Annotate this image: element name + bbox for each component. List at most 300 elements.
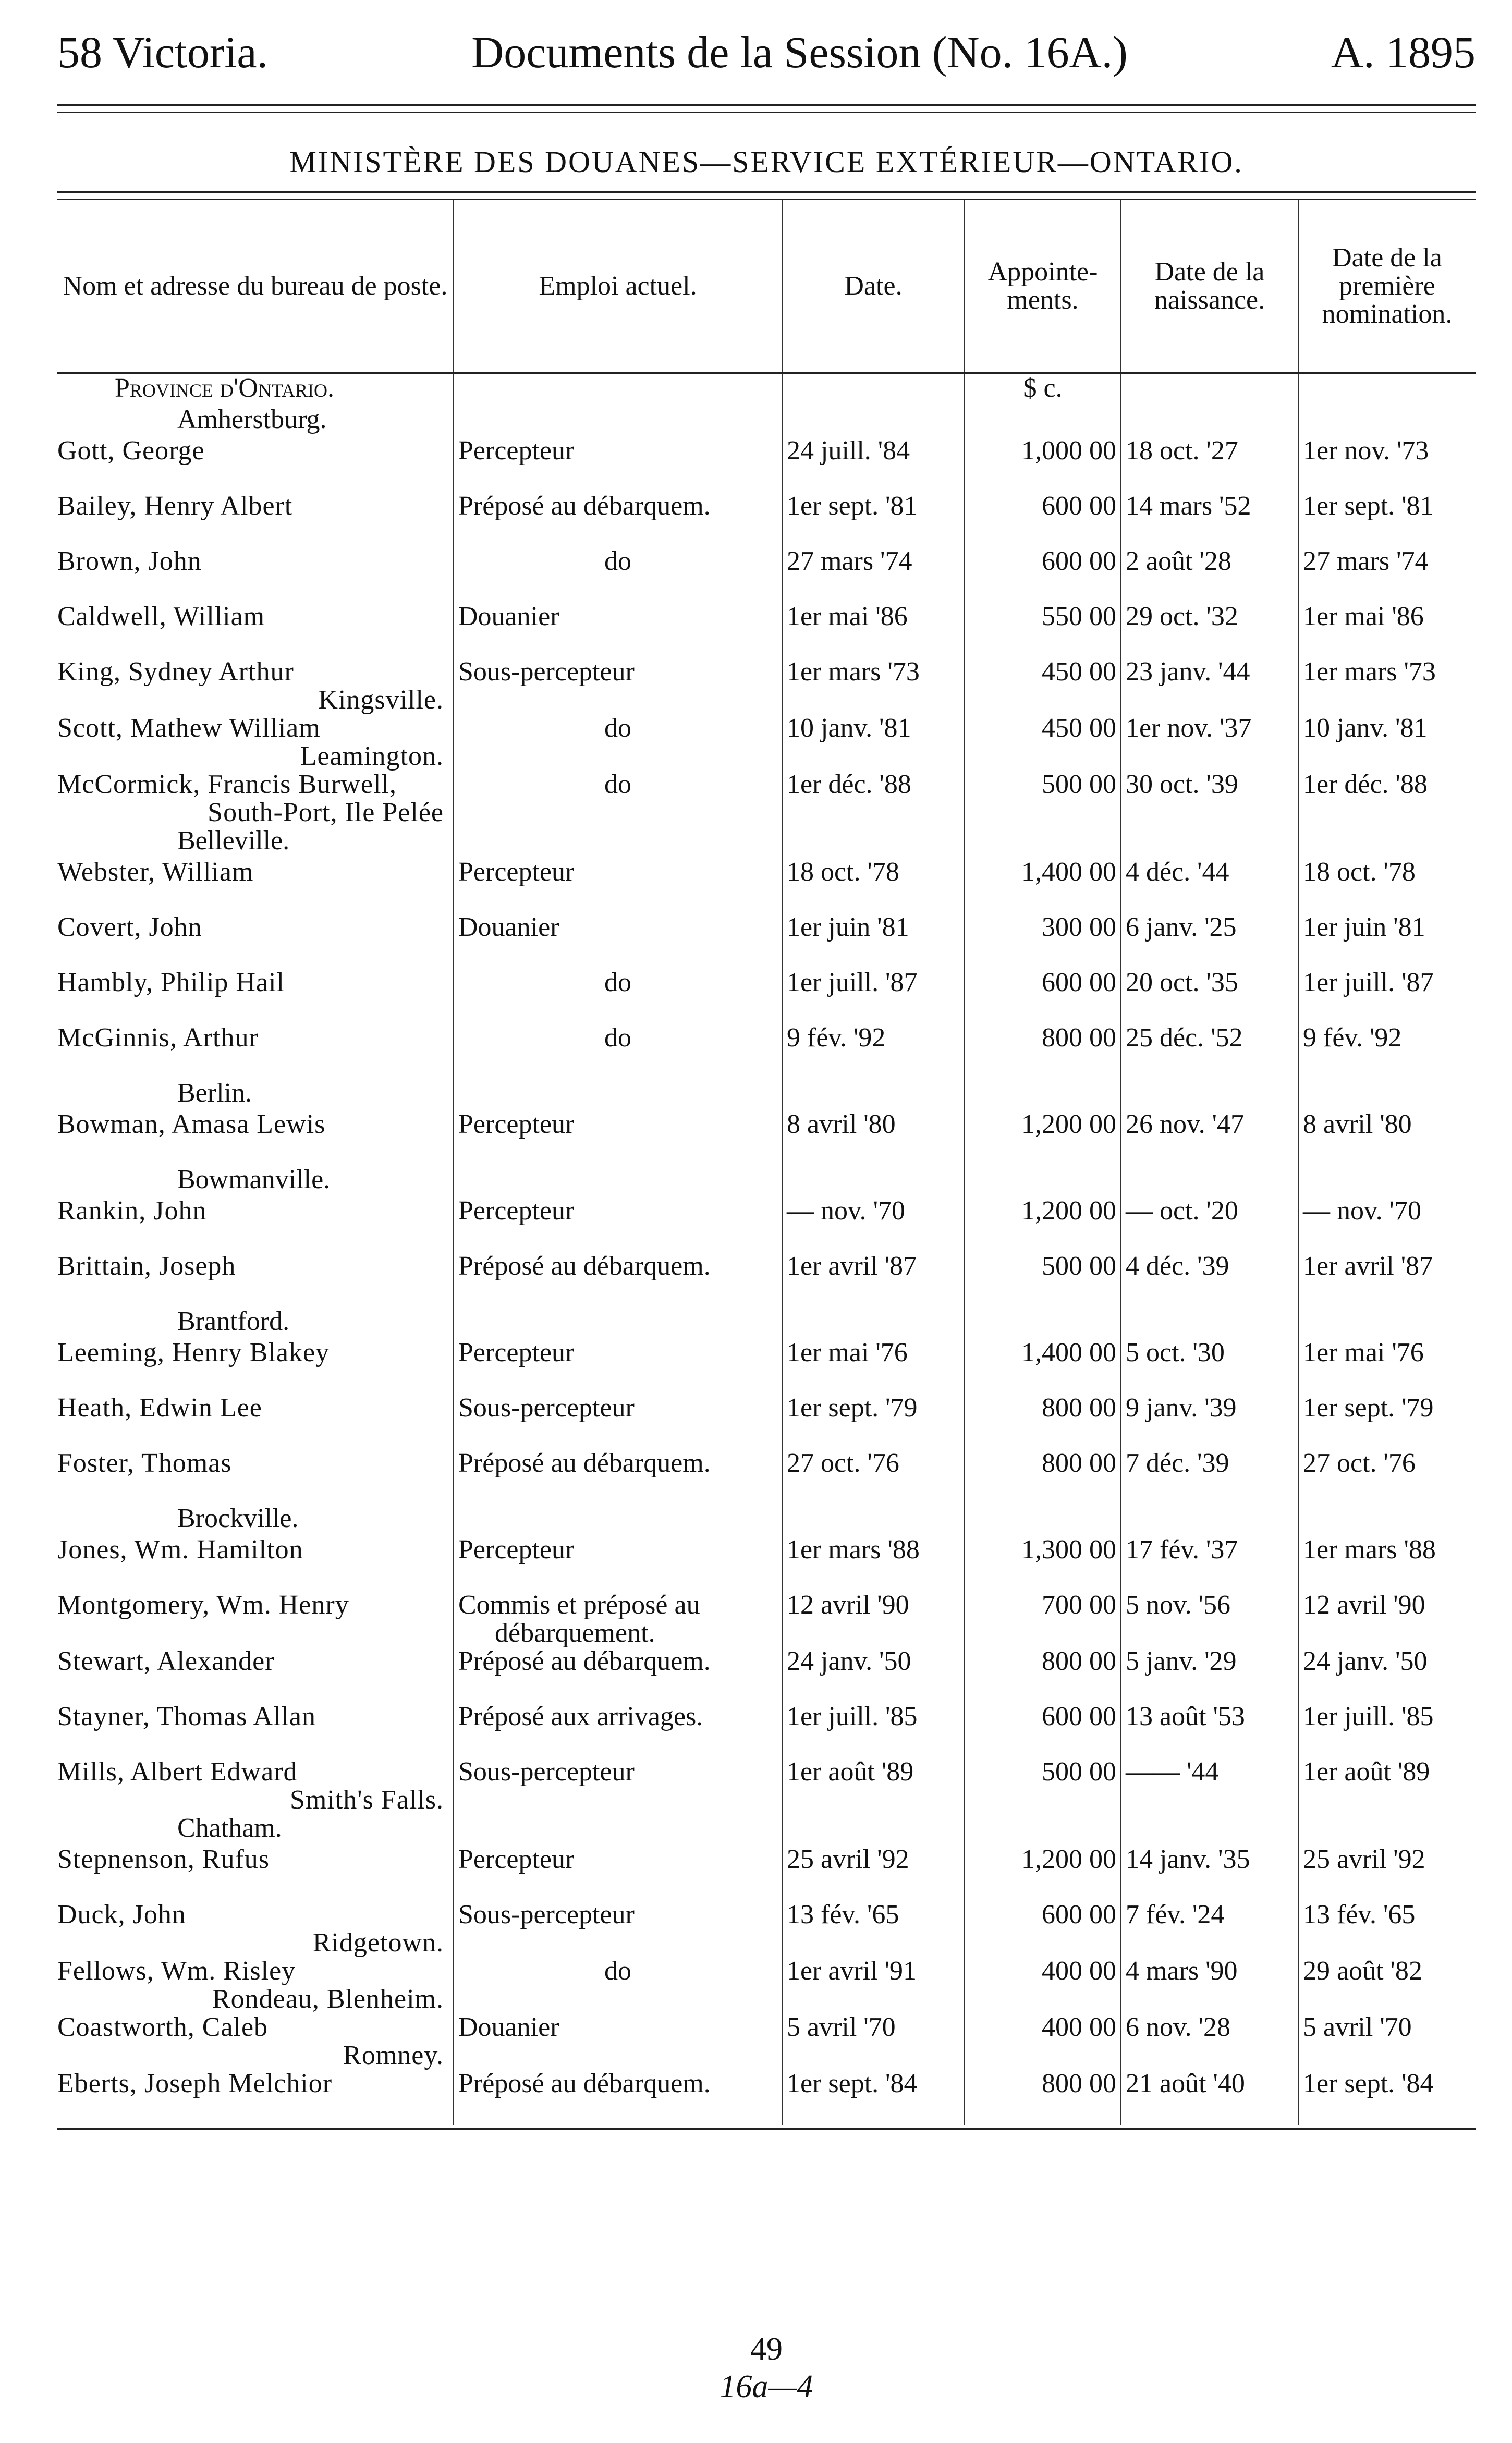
birth-date: 1er nov. '37 bbox=[1121, 714, 1298, 771]
appointment-date: 1er avril '91 bbox=[782, 1957, 965, 2013]
salary: 400 00 bbox=[965, 2013, 1121, 2070]
first-appointment-date: 1er nov. '73 bbox=[1298, 437, 1476, 492]
employment-text: Percepteur bbox=[458, 1339, 575, 1367]
empty-cell bbox=[1298, 1814, 1476, 1846]
employment-text: Préposé aux arrivages. bbox=[458, 1703, 703, 1731]
birth-date: 18 oct. '27 bbox=[1121, 437, 1298, 492]
table-header-row bbox=[57, 200, 1476, 373]
appointment-date: 1er sept. '79 bbox=[782, 1394, 965, 1449]
salary: 800 00 bbox=[965, 1394, 1121, 1449]
col-salary-header: Appointements. bbox=[965, 200, 1121, 373]
employee-name-text: Covert, John bbox=[57, 913, 202, 942]
appointment-date: 5 avril '70 bbox=[782, 2013, 965, 2070]
empty-cell bbox=[782, 1505, 965, 1536]
empty-cell bbox=[965, 1166, 1121, 1197]
post-office-location: South-Port, Ile Pelée bbox=[208, 798, 444, 827]
employee-name bbox=[57, 1647, 454, 1703]
salary: 600 00 bbox=[965, 547, 1121, 603]
salary: 1,000 00 bbox=[965, 437, 1121, 492]
province-label: Province d'Ontario. bbox=[115, 373, 334, 403]
birth-date: 4 mars '90 bbox=[1121, 1957, 1298, 2013]
salary: 800 00 bbox=[965, 1449, 1121, 1505]
header-session: 58 Victoria. bbox=[57, 27, 269, 77]
birth-date: 17 fév. '37 bbox=[1121, 1536, 1298, 1591]
employee-name-text: McCormick, Francis Burwell, bbox=[57, 771, 397, 799]
employment-text: Préposé au débarquem. bbox=[458, 1647, 711, 1676]
empty-cell bbox=[965, 1814, 1121, 1846]
current-employment bbox=[454, 492, 782, 547]
table-row bbox=[57, 1394, 1476, 1449]
empty-cell bbox=[1298, 406, 1476, 437]
employee-name bbox=[57, 547, 454, 603]
employee-name-text: Caldwell, William bbox=[57, 603, 265, 631]
first-appointment-date: 1er juill. '87 bbox=[1298, 969, 1476, 1024]
empty-cell bbox=[1298, 1166, 1476, 1197]
employment-text: Commis et préposé au bbox=[458, 1591, 700, 1620]
employee-name bbox=[57, 1449, 454, 1505]
birth-date: 21 août '40 bbox=[1121, 2070, 1298, 2125]
appointment-date: 25 avril '92 bbox=[782, 1846, 965, 1901]
appointment-date: 13 fév. '65 bbox=[782, 1901, 965, 1957]
appointment-date: 1er juill. '85 bbox=[782, 1703, 965, 1758]
employee-name bbox=[57, 969, 454, 1024]
salary: 300 00 bbox=[965, 913, 1121, 969]
table-row bbox=[57, 658, 1476, 714]
employment-text: Préposé au débarquem. bbox=[458, 1252, 711, 1281]
appointment-date: 1er mars '88 bbox=[782, 1536, 965, 1591]
employee-name bbox=[57, 1197, 454, 1252]
employment-text: Douanier bbox=[458, 2013, 559, 2042]
salary: 1,200 00 bbox=[965, 1197, 1121, 1252]
first-appointment-date: 12 avril '90 bbox=[1298, 1591, 1476, 1647]
employment-text: Sous-percepteur bbox=[458, 1394, 635, 1423]
empty-cell bbox=[1121, 1505, 1298, 1536]
currency-unit: $ c. bbox=[965, 373, 1121, 437]
employment-text: Percepteur bbox=[458, 1197, 575, 1226]
table-row bbox=[57, 1252, 1476, 1308]
city-heading: Belleville. bbox=[177, 827, 290, 856]
current-employment bbox=[454, 913, 782, 969]
appointment-date: 12 avril '90 bbox=[782, 1591, 965, 1647]
employee-name-text: Stepnenson, Rufus bbox=[57, 1846, 270, 1874]
employee-name-text: Mills, Albert Edward bbox=[57, 1758, 298, 1787]
employee-name-text: Bowman, Amasa Lewis bbox=[57, 1110, 326, 1139]
employee-name bbox=[57, 771, 454, 827]
birth-date: 6 nov. '28 bbox=[1121, 2013, 1298, 2070]
empty-cell bbox=[454, 1814, 782, 1846]
employee-name bbox=[57, 437, 454, 492]
empty-cell bbox=[454, 1505, 782, 1536]
employee-name bbox=[57, 1957, 454, 2013]
current-employment bbox=[454, 658, 782, 714]
first-appointment-date: 24 janv. '50 bbox=[1298, 1647, 1476, 1703]
employee-name bbox=[57, 1339, 454, 1394]
salary: 1,400 00 bbox=[965, 858, 1121, 913]
birth-date: 2 août '28 bbox=[1121, 547, 1298, 603]
employment-text: Percepteur bbox=[458, 1110, 575, 1139]
employment-text: Préposé au débarquem. bbox=[458, 2070, 711, 2098]
first-appointment-date: 1er août '89 bbox=[1298, 1758, 1476, 1814]
salary: 1,200 00 bbox=[965, 1110, 1121, 1166]
employment-text: do bbox=[604, 714, 631, 743]
employee-name bbox=[57, 714, 454, 771]
employment-text: Préposé au débarquem. bbox=[458, 492, 711, 521]
bottom-rule bbox=[57, 2128, 1476, 2130]
appointment-date: 9 fév. '92 bbox=[782, 1024, 965, 1079]
table-row bbox=[57, 1758, 1476, 1814]
col-date-header: Date. bbox=[782, 200, 965, 373]
employment-text: Percepteur bbox=[458, 437, 575, 466]
birth-date: 7 fév. '24 bbox=[1121, 1901, 1298, 1957]
city-heading: Brantford. bbox=[177, 1308, 290, 1336]
employee-name-text: Eberts, Joseph Melchior bbox=[57, 2070, 333, 2098]
first-appointment-date: 25 avril '92 bbox=[1298, 1846, 1476, 1901]
first-appointment-date: 10 janv. '81 bbox=[1298, 714, 1476, 771]
appointment-date: 1er sept. '81 bbox=[782, 492, 965, 547]
table-row bbox=[57, 1197, 1476, 1252]
empty-cell bbox=[965, 1308, 1121, 1339]
birth-date: 5 oct. '30 bbox=[1121, 1339, 1298, 1394]
birth-date: 30 oct. '39 bbox=[1121, 771, 1298, 827]
first-appointment-date: 1er sept. '81 bbox=[1298, 492, 1476, 547]
employee-name-text: Montgomery, Wm. Henry bbox=[57, 1591, 349, 1620]
salary: 1,300 00 bbox=[965, 1536, 1121, 1591]
first-appointment-date: 27 oct. '76 bbox=[1298, 1449, 1476, 1505]
employee-name bbox=[57, 1703, 454, 1758]
appointment-date: 24 juill. '84 bbox=[782, 437, 965, 492]
birth-date: 23 janv. '44 bbox=[1121, 658, 1298, 714]
city-heading: Berlin. bbox=[177, 1079, 252, 1108]
salary: 800 00 bbox=[965, 2070, 1121, 2125]
appointment-date: 8 avril '80 bbox=[782, 1110, 965, 1166]
city-heading: Brockville. bbox=[177, 1505, 299, 1533]
appointment-date: 1er mars '73 bbox=[782, 658, 965, 714]
appointment-date: 1er juill. '87 bbox=[782, 969, 965, 1024]
city-heading-row bbox=[57, 406, 1476, 437]
table-row bbox=[57, 2013, 1476, 2070]
city-heading-row bbox=[57, 1079, 1476, 1110]
employee-name-text: Duck, John bbox=[57, 1901, 186, 1929]
current-employment bbox=[454, 1449, 782, 1505]
empty-cell bbox=[782, 1166, 965, 1197]
appointment-date: 1er avril '87 bbox=[782, 1252, 965, 1308]
empty-cell bbox=[782, 1814, 965, 1846]
first-appointment-date: 9 fév. '92 bbox=[1298, 1024, 1476, 1079]
page-footer bbox=[57, 2330, 1476, 2405]
city-heading-row bbox=[57, 827, 1476, 858]
employment-text: do bbox=[604, 1024, 631, 1053]
employee-name-text: Brown, John bbox=[57, 547, 202, 576]
city-heading-row bbox=[57, 1166, 1476, 1197]
col-first-appointment-header: Date de la première nomination. bbox=[1298, 200, 1476, 373]
table-row bbox=[57, 437, 1476, 492]
employee-name-text: Coastworth, Caleb bbox=[57, 2013, 269, 2042]
employment-text: Douanier bbox=[458, 913, 559, 942]
salary: 500 00 bbox=[965, 771, 1121, 827]
table-row bbox=[57, 1024, 1476, 1079]
employee-name bbox=[57, 2013, 454, 2070]
table-row bbox=[57, 913, 1476, 969]
employee-name bbox=[57, 658, 454, 714]
appointment-date: 1er sept. '84 bbox=[782, 2070, 965, 2125]
appointment-date: 18 oct. '78 bbox=[782, 858, 965, 913]
birth-date: 4 déc. '44 bbox=[1121, 858, 1298, 913]
salary: 550 00 bbox=[965, 603, 1121, 658]
employee-name bbox=[57, 913, 454, 969]
first-appointment-date: 1er déc. '88 bbox=[1298, 771, 1476, 827]
table-row bbox=[57, 714, 1476, 771]
empty-cell bbox=[454, 406, 782, 437]
post-office-location: Kingsville. bbox=[318, 685, 444, 714]
first-appointment-date: 1er mars '88 bbox=[1298, 1536, 1476, 1591]
current-employment bbox=[454, 969, 782, 1024]
employment-text: do bbox=[604, 1957, 631, 1986]
employee-name bbox=[57, 1024, 454, 1079]
table-row bbox=[57, 1647, 1476, 1703]
empty-cell bbox=[965, 1505, 1121, 1536]
employee-name-text: Heath, Edwin Lee bbox=[57, 1394, 262, 1423]
first-appointment-date: 1er mai '86 bbox=[1298, 603, 1476, 658]
table-row bbox=[57, 969, 1476, 1024]
employment-text: do bbox=[604, 771, 631, 799]
employee-name bbox=[57, 1591, 454, 1647]
table-row bbox=[57, 2070, 1476, 2125]
employee-name-text: Rankin, John bbox=[57, 1197, 207, 1226]
birth-date: 5 janv. '29 bbox=[1121, 1647, 1298, 1703]
salary: 800 00 bbox=[965, 1024, 1121, 1079]
empty-cell bbox=[782, 827, 965, 858]
city-heading-row bbox=[57, 1814, 1476, 1846]
birth-date: 6 janv. '25 bbox=[1121, 913, 1298, 969]
birth-date: 14 janv. '35 bbox=[1121, 1846, 1298, 1901]
employment-text: Préposé au débarquem. bbox=[458, 1449, 711, 1478]
first-appointment-date: 5 avril '70 bbox=[1298, 2013, 1476, 2070]
post-office-location: Ridgetown. bbox=[312, 1928, 444, 1957]
salary: 1,400 00 bbox=[965, 1339, 1121, 1394]
employee-name-text: Fellows, Wm. Risley bbox=[57, 1957, 296, 1986]
post-office-location: Rondeau, Blenheim. bbox=[212, 1984, 444, 2013]
employee-name bbox=[57, 2070, 454, 2125]
city-heading-row bbox=[57, 1308, 1476, 1339]
salary: 800 00 bbox=[965, 1647, 1121, 1703]
employee-name bbox=[57, 1536, 454, 1591]
salary: 450 00 bbox=[965, 658, 1121, 714]
current-employment bbox=[454, 2070, 782, 2125]
employment-text: Sous-percepteur bbox=[458, 1901, 635, 1929]
salary: 400 00 bbox=[965, 1957, 1121, 2013]
employee-name bbox=[57, 603, 454, 658]
salary: 600 00 bbox=[965, 1901, 1121, 1957]
salary: 600 00 bbox=[965, 1703, 1121, 1758]
employee-name bbox=[57, 492, 454, 547]
employee-name bbox=[57, 858, 454, 913]
current-employment bbox=[454, 1591, 782, 1647]
employee-name-text: Jones, Wm. Hamilton bbox=[57, 1536, 303, 1565]
employee-name-text: Stewart, Alexander bbox=[57, 1647, 275, 1676]
current-employment bbox=[454, 1536, 782, 1591]
table-row bbox=[57, 1110, 1476, 1166]
table-row bbox=[57, 1703, 1476, 1758]
empty-cell bbox=[782, 1079, 965, 1110]
empty-cell bbox=[454, 1308, 782, 1339]
empty-cell bbox=[1121, 1814, 1298, 1846]
current-employment bbox=[454, 603, 782, 658]
empty-cell bbox=[965, 1079, 1121, 1110]
first-appointment-date: 18 oct. '78 bbox=[1298, 858, 1476, 913]
empty-cell bbox=[1121, 1166, 1298, 1197]
employee-name-text: Hambly, Philip Hail bbox=[57, 969, 285, 997]
employment-text: Percepteur bbox=[458, 858, 575, 887]
birth-date: 5 nov. '56 bbox=[1121, 1591, 1298, 1647]
employment-text: do bbox=[604, 547, 631, 576]
table-row bbox=[57, 1339, 1476, 1394]
employment-text: Percepteur bbox=[458, 1536, 575, 1565]
first-appointment-date: 13 fév. '65 bbox=[1298, 1901, 1476, 1957]
empty-cell bbox=[1121, 406, 1298, 437]
document-reference: 16a—4 bbox=[720, 2369, 813, 2404]
current-employment bbox=[454, 1024, 782, 1079]
table-body bbox=[57, 373, 1476, 2125]
first-appointment-date: 27 mars '74 bbox=[1298, 547, 1476, 603]
empty-cell bbox=[454, 1166, 782, 1197]
first-appointment-date: 1er avril '87 bbox=[1298, 1252, 1476, 1308]
employee-name-text: Brittain, Joseph bbox=[57, 1252, 236, 1281]
birth-date: 14 mars '52 bbox=[1121, 492, 1298, 547]
table-row bbox=[57, 1449, 1476, 1505]
employee-name-text: Foster, Thomas bbox=[57, 1449, 232, 1478]
birth-date: 25 déc. '52 bbox=[1121, 1024, 1298, 1079]
table-row bbox=[57, 1957, 1476, 2013]
birth-date: 26 nov. '47 bbox=[1121, 1110, 1298, 1166]
birth-date: 7 déc. '39 bbox=[1121, 1449, 1298, 1505]
current-employment bbox=[454, 1758, 782, 1814]
first-appointment-date: 1er mars '73 bbox=[1298, 658, 1476, 714]
employee-name-text: King, Sydney Arthur bbox=[57, 658, 294, 687]
first-appointment-date: 1er juin '81 bbox=[1298, 913, 1476, 969]
first-appointment-date: 1er juill. '85 bbox=[1298, 1703, 1476, 1758]
employee-name bbox=[57, 1252, 454, 1308]
empty-cell bbox=[782, 406, 965, 437]
city-heading: Bowmanville. bbox=[177, 1166, 331, 1194]
appointment-date: — nov. '70 bbox=[782, 1197, 965, 1252]
header-year: A. 1895 bbox=[1331, 27, 1476, 77]
employment-text-continued: débarquement. bbox=[495, 1618, 655, 1647]
salary: 500 00 bbox=[965, 1252, 1121, 1308]
document-page bbox=[57, 26, 1476, 2130]
post-office-location: Smith's Falls. bbox=[290, 1785, 444, 1814]
col-name-header: Nom et adresse du bureau de poste. bbox=[63, 271, 448, 301]
birth-date: —— '44 bbox=[1121, 1758, 1298, 1814]
table-row bbox=[57, 771, 1476, 827]
table-row bbox=[57, 492, 1476, 547]
table-row bbox=[57, 1591, 1476, 1647]
birth-date: 9 janv. '39 bbox=[1121, 1394, 1298, 1449]
employee-name bbox=[57, 1394, 454, 1449]
employee-name-text: McGinnis, Arthur bbox=[57, 1024, 259, 1053]
post-office-location: Romney. bbox=[343, 2041, 444, 2070]
salary: 450 00 bbox=[965, 714, 1121, 771]
employment-text: Percepteur bbox=[458, 1846, 575, 1874]
salary: 700 00 bbox=[965, 1591, 1121, 1647]
employee-name bbox=[57, 1901, 454, 1957]
current-employment bbox=[454, 1901, 782, 1957]
employee-name-text: Bailey, Henry Albert bbox=[57, 492, 293, 521]
city-heading-row bbox=[57, 1505, 1476, 1536]
table-row bbox=[57, 1901, 1476, 1957]
empty-cell bbox=[1121, 1079, 1298, 1110]
current-employment bbox=[454, 1110, 782, 1166]
employee-name-text: Webster, William bbox=[57, 858, 254, 887]
appointment-date: 27 oct. '76 bbox=[782, 1449, 965, 1505]
current-employment bbox=[454, 1252, 782, 1308]
title-rule bbox=[57, 191, 1476, 200]
employee-name bbox=[57, 1846, 454, 1901]
province-row bbox=[57, 373, 1476, 406]
employment-text: Sous-percepteur bbox=[458, 658, 635, 687]
current-employment bbox=[454, 1197, 782, 1252]
birth-date: 4 déc. '39 bbox=[1121, 1252, 1298, 1308]
first-appointment-date: 1er sept. '79 bbox=[1298, 1394, 1476, 1449]
col-birth-header: Date de la naissance. bbox=[1121, 200, 1298, 373]
current-employment bbox=[454, 437, 782, 492]
header-rule bbox=[57, 104, 1476, 113]
empty-cell bbox=[1298, 1505, 1476, 1536]
salary: 600 00 bbox=[965, 969, 1121, 1024]
current-employment bbox=[454, 547, 782, 603]
running-header bbox=[57, 26, 1476, 99]
first-appointment-date: 29 août '82 bbox=[1298, 1957, 1476, 2013]
page-number: 49 bbox=[750, 2331, 783, 2367]
table-row bbox=[57, 1846, 1476, 1901]
table-row bbox=[57, 858, 1476, 913]
appointment-date: 1er août '89 bbox=[782, 1758, 965, 1814]
employee-name-text: Scott, Mathew William bbox=[57, 714, 321, 743]
appointment-date: 1er mai '76 bbox=[782, 1339, 965, 1394]
header-document: Documents de la Session (No. 16A.) bbox=[471, 27, 1128, 77]
appointment-date: 1er juin '81 bbox=[782, 913, 965, 969]
first-appointment-date: 1er mai '76 bbox=[1298, 1339, 1476, 1394]
employee-name-text: Leeming, Henry Blakey bbox=[57, 1339, 330, 1367]
first-appointment-date: — nov. '70 bbox=[1298, 1197, 1476, 1252]
birth-date: 20 oct. '35 bbox=[1121, 969, 1298, 1024]
employment-text: Douanier bbox=[458, 603, 559, 631]
col-employment-header: Emploi actuel. bbox=[454, 200, 782, 373]
first-appointment-date: 8 avril '80 bbox=[1298, 1110, 1476, 1166]
current-employment bbox=[454, 771, 782, 827]
current-employment bbox=[454, 1957, 782, 2013]
table-title: MINISTÈRE DES DOUANES—SERVICE EXTÉRIEUR—ONTARIO. bbox=[289, 145, 1243, 179]
post-office-location: Leamington. bbox=[300, 741, 444, 771]
employee-name-text: Stayner, Thomas Allan bbox=[57, 1703, 316, 1731]
first-appointment-date: 1er sept. '84 bbox=[1298, 2070, 1476, 2125]
birth-date: 13 août '53 bbox=[1121, 1703, 1298, 1758]
salary: 600 00 bbox=[965, 492, 1121, 547]
birth-date: — oct. '20 bbox=[1121, 1197, 1298, 1252]
current-employment bbox=[454, 2013, 782, 2070]
employee-name bbox=[57, 1758, 454, 1814]
current-employment bbox=[454, 1339, 782, 1394]
appointment-date: 10 janv. '81 bbox=[782, 714, 965, 771]
employee-name-text: Gott, George bbox=[57, 437, 205, 466]
employee-name bbox=[57, 1110, 454, 1166]
staff-table bbox=[57, 200, 1476, 2125]
empty-cell bbox=[1298, 1079, 1476, 1110]
employment-text: do bbox=[604, 969, 631, 997]
salary: 1,200 00 bbox=[965, 1846, 1121, 1901]
current-employment bbox=[454, 1394, 782, 1449]
salary: 500 00 bbox=[965, 1758, 1121, 1814]
appointment-date: 27 mars '74 bbox=[782, 547, 965, 603]
